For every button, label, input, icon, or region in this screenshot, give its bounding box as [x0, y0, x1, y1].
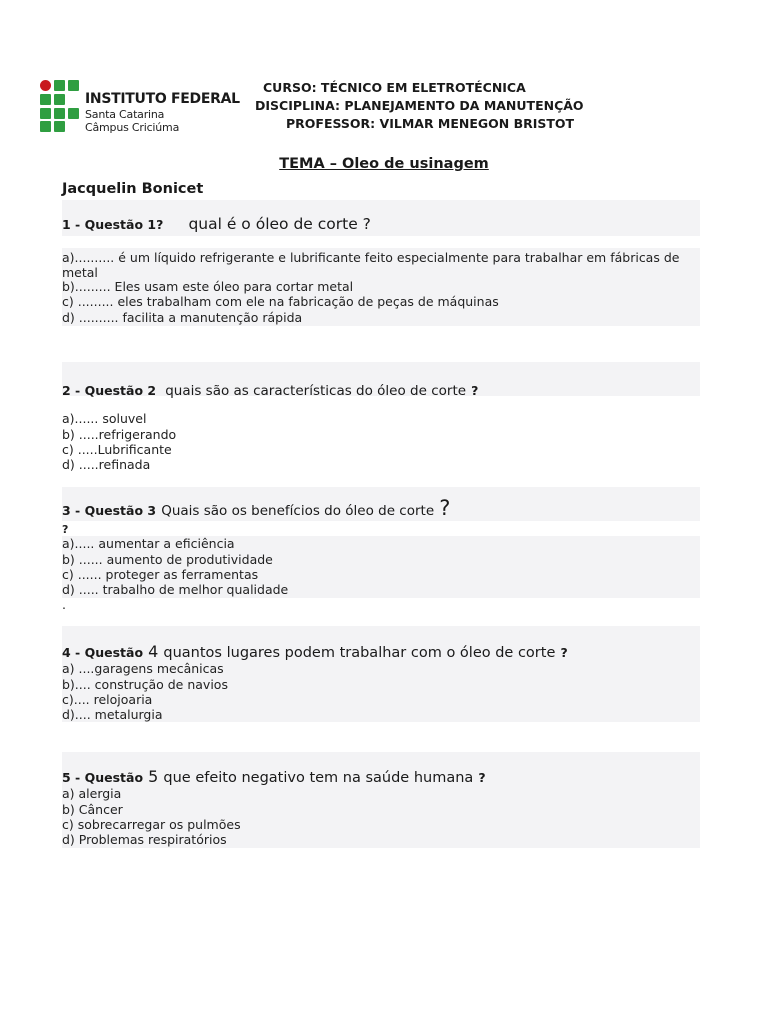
question-3-heading — [62, 496, 450, 520]
question-3-number: 3 - Questão 3 — [62, 503, 157, 518]
question-2-mark: ? — [471, 383, 479, 398]
question-4-number: 4 - Questão — [62, 645, 144, 660]
question-4-number-big: 4 — [148, 642, 159, 661]
question-4-option: d).... metalurgia — [62, 707, 163, 722]
question-3-option: b) ...... aumento de produtividade — [62, 552, 273, 567]
question-3-mark: ? — [439, 496, 451, 520]
course-line: CURSO: TÉCNICO EM ELETROTÉCNICA — [263, 80, 526, 95]
question-5-option: d) Problemas respiratórios — [62, 832, 227, 847]
question-4-option: c).... relojoaria — [62, 692, 153, 707]
question-1-option: d) .......... facilita a manutenção rápida — [62, 310, 303, 325]
question-5-number: 5 - Questão — [62, 770, 144, 785]
question-2-number: 2 - Questão 2 — [62, 383, 157, 398]
question-3-option: d) ..... trabalho de melhor qualidade — [62, 582, 289, 597]
question-3-option: c) ...... proteger as ferramentas — [62, 567, 259, 582]
question-2-option: c) .....Lubrificante — [62, 442, 172, 457]
question-2-heading — [62, 380, 478, 399]
question-4-heading — [62, 642, 568, 661]
logo-subtitle-campus: Câmpus Criciúma — [85, 121, 180, 134]
question-4-option: b).... construção de navios — [62, 677, 228, 692]
question-5-option: a) alergia — [62, 786, 122, 801]
question-2-option: d) .....refinada — [62, 457, 151, 472]
question-1-option: b)......... Eles usam este óleo para cortar metal — [62, 279, 354, 294]
question-1-option: a).......... é um líquido refrigerante e lubrificante feito especialmente para trabalhar em fábricas de metal — [62, 250, 680, 280]
question-4-text: quantos lugares podem trabalhar com o óleo de corte — [163, 645, 556, 661]
question-3-option: . — [62, 597, 66, 612]
question-3-option: a)..... aumentar a eficiência — [62, 536, 235, 551]
question-3-text: Quais são os benefícios do óleo de corte — [161, 503, 435, 519]
question-2-text: quais são as características do óleo de corte — [165, 383, 467, 399]
logo-mark-icon — [40, 80, 80, 132]
logo-title: INSTITUTO FEDERAL — [85, 91, 240, 107]
question-1-number: 1 - Questão 1? — [62, 217, 164, 232]
student-name: Jacquelin Bonicet — [62, 181, 204, 197]
question-5-number-big: 5 — [148, 767, 159, 786]
discipline-line: DISCIPLINA: PLANEJAMENTO DA MANUTENÇÃO — [255, 98, 584, 113]
question-5-option: c) sobrecarregar os pulmões — [62, 817, 241, 832]
question-2-option: a)...... soluvel — [62, 411, 147, 426]
question-5-option: b) Câncer — [62, 802, 123, 817]
question-5-mark: ? — [478, 770, 486, 785]
question-1-option: c) ......... eles trabalham com ele na fabricação de peças de máquinas — [62, 294, 499, 309]
question-1-heading — [62, 214, 371, 233]
question-5-heading — [62, 767, 486, 786]
professor-line: PROFESSOR: VILMAR MENEGON BRISTOT — [286, 116, 575, 131]
question-4-option: a) ....garagens mecânicas — [62, 661, 224, 676]
question-1-text: qual é o óleo de corte ? — [188, 215, 371, 233]
question-4-mark: ? — [560, 645, 568, 660]
institution-logo — [40, 80, 240, 136]
question-2-option: b) .....refrigerando — [62, 427, 177, 442]
question-5-text: que efeito negativo tem na saúde humana — [163, 770, 474, 786]
theme-title: TEMA – Oleo de usinagem — [279, 156, 489, 172]
logo-subtitle-state: Santa Catarina — [85, 108, 165, 121]
question-3-mark-secondary: ? — [62, 523, 69, 536]
